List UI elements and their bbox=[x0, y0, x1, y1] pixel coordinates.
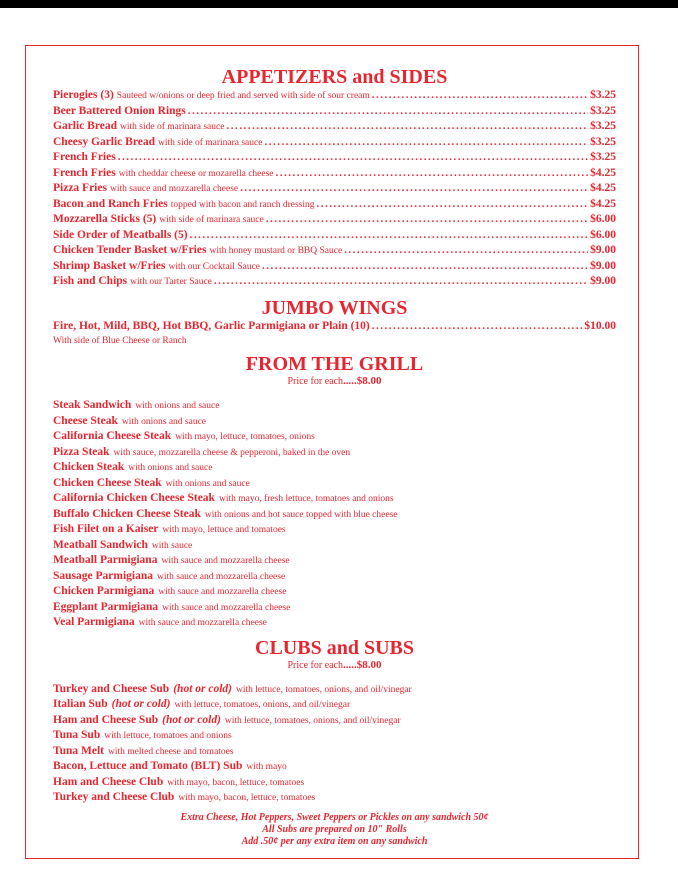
item-price: $3.25 bbox=[590, 120, 616, 132]
menu-item bbox=[53, 135, 616, 151]
menu-item bbox=[53, 598, 616, 614]
wings-item-price: $10.00 bbox=[584, 319, 616, 332]
item-name: Ham and Cheese Sub bbox=[53, 713, 159, 726]
menu-item bbox=[53, 197, 616, 213]
leader-dots bbox=[118, 150, 588, 166]
item-name: Turkey and Cheese Sub bbox=[53, 682, 170, 695]
item-name: Meatball Parmigiana bbox=[53, 554, 158, 566]
item-name: Pizza Fries bbox=[53, 182, 107, 194]
item-price: $6.00 bbox=[590, 213, 616, 225]
item-name: Italian Sub bbox=[53, 698, 108, 710]
menu-item bbox=[53, 427, 616, 443]
item-name: Chicken Tender Basket w/Fries bbox=[53, 244, 207, 256]
leader-dots bbox=[214, 274, 588, 290]
leader-dots bbox=[262, 259, 588, 275]
item-name: Ham and Cheese Club bbox=[53, 775, 164, 788]
grill-title: FROM THE GRILL bbox=[245, 353, 424, 375]
menu-item bbox=[53, 396, 616, 412]
menu-item bbox=[53, 274, 616, 290]
item-description: with side of marinara sauce bbox=[159, 215, 264, 225]
item-price: $9.00 bbox=[590, 244, 616, 256]
item-name: Steak Sandwich bbox=[53, 399, 132, 411]
item-description: with mayo, lettuce and tomatoes bbox=[162, 525, 286, 535]
item-price: $4.25 bbox=[590, 182, 616, 194]
menu-item bbox=[53, 259, 616, 275]
item-price: $4.25 bbox=[590, 166, 616, 179]
item-price: $6.00 bbox=[590, 228, 616, 241]
item-description: with cheddar cheese or mozarella cheese bbox=[118, 168, 274, 179]
menu-footer bbox=[53, 812, 616, 848]
menu-item bbox=[53, 458, 616, 474]
menu-item bbox=[53, 613, 616, 629]
item-name: Chicken Steak bbox=[53, 461, 125, 473]
item-name: French Fries bbox=[53, 166, 116, 179]
item-description: with sauce and mozzarella cheese bbox=[109, 184, 239, 194]
item-description: with mayo bbox=[246, 762, 287, 772]
leader-dots bbox=[264, 135, 588, 151]
item-name: Cheesy Garlic Bread bbox=[53, 135, 155, 148]
item-description: with side of marinara sauce bbox=[158, 137, 263, 148]
item-description: Sauteed w/onions or deep fried and served with side of sour cream bbox=[116, 91, 370, 101]
clubs-price-line bbox=[53, 659, 616, 672]
item-name: Meatball Sandwich bbox=[53, 538, 148, 551]
clubs-price-prefix: Price for each bbox=[287, 659, 344, 671]
item-description: with sauce and mozzarella cheese bbox=[157, 571, 286, 582]
menu-item bbox=[53, 181, 616, 197]
menu-item bbox=[53, 695, 616, 711]
item-description: with sauce and mozzarella cheese bbox=[162, 602, 291, 613]
leader-dots bbox=[276, 166, 589, 182]
item-name: French Fries bbox=[53, 151, 116, 163]
appetizers-title: APPETIZERS and SIDES bbox=[221, 66, 448, 88]
menu-item bbox=[53, 412, 616, 428]
menu-item bbox=[53, 119, 616, 135]
item-price: $9.00 bbox=[590, 275, 616, 287]
footer-line: All Subs are prepared on 10" Rolls bbox=[262, 823, 407, 835]
item-name: Side Order of Meatballs (5) bbox=[53, 228, 188, 241]
item-description: with lettuce, tomatoes, onions, and oil/vinegar bbox=[236, 684, 412, 695]
item-description: with onions and sauce bbox=[128, 463, 213, 473]
menu-item bbox=[53, 742, 616, 758]
menu-item bbox=[53, 443, 616, 459]
item-description: with sauce bbox=[151, 540, 193, 551]
leader-dots bbox=[226, 119, 588, 135]
item-description: with sauce and mozzarella cheese bbox=[138, 618, 267, 628]
leader-dots bbox=[372, 319, 583, 335]
leader-dots bbox=[190, 228, 589, 244]
wings-note: With side of Blue Cheese or Ranch bbox=[53, 336, 187, 346]
item-option: (hot or cold) bbox=[162, 713, 221, 726]
menu-item bbox=[53, 757, 616, 773]
item-description: with onions and hot sauce topped with blue cheese bbox=[204, 509, 398, 520]
item-name: Veal Parmigiana bbox=[53, 616, 135, 628]
item-name: California Cheese Steak bbox=[53, 430, 172, 442]
menu-item bbox=[53, 228, 616, 244]
item-description: with mayo, bacon, lettuce, tomatoes bbox=[178, 793, 316, 803]
menu-item bbox=[53, 788, 616, 804]
item-description: with our Cocktail Sauce bbox=[168, 261, 261, 272]
menu-item bbox=[53, 520, 616, 536]
item-name: Chicken Cheese Steak bbox=[53, 476, 162, 489]
item-description: with honey mustard or BBQ Sauce bbox=[209, 246, 343, 256]
item-description: with side of marinara sauce bbox=[120, 122, 225, 132]
item-description: with mayo, fresh lettuce, tomatoes and onions bbox=[218, 494, 394, 504]
clubs-list bbox=[53, 680, 616, 804]
menu-item bbox=[53, 711, 616, 727]
footer-line: Add .50¢ per any extra item on any sandwich bbox=[241, 835, 428, 847]
item-description: with lettuce, tomatoes, onions, and oil/vinegar bbox=[174, 700, 351, 710]
item-option: (hot or cold) bbox=[173, 682, 232, 695]
item-name: Bacon, Lettuce and Tomato (BLT) Sub bbox=[53, 760, 243, 772]
clubs-title: CLUBS and SUBS bbox=[255, 636, 414, 659]
leader-dots bbox=[344, 243, 588, 259]
menu-item bbox=[53, 489, 616, 505]
item-name: Shrimp Basket w/Fries bbox=[53, 259, 166, 272]
menu-item bbox=[53, 680, 616, 696]
item-name: Mozzarella Sticks (5) bbox=[53, 213, 157, 225]
appetizers-list bbox=[53, 88, 616, 290]
item-name: Chicken Parmigiana bbox=[53, 585, 155, 597]
item-description: with our Tarter Sauce bbox=[130, 277, 212, 287]
clubs-price: .....$8.00 bbox=[343, 658, 382, 671]
item-description: with mayo, lettuce, tomatoes, onions bbox=[175, 432, 315, 442]
footer-line: Extra Cheese, Hot Peppers, Sweet Peppers or Pickles on any sandwich 50¢ bbox=[180, 811, 489, 823]
wings-title: JUMBO WINGS bbox=[261, 296, 408, 319]
item-description: with onions and sauce bbox=[165, 478, 250, 489]
item-price: $3.25 bbox=[590, 89, 616, 101]
item-description: with lettuce, tomatoes and onions bbox=[104, 731, 232, 741]
grill-price-prefix: Price for each bbox=[287, 376, 344, 387]
item-name: Buffalo Chicken Cheese Steak bbox=[53, 507, 201, 520]
item-name: Tuna Sub bbox=[53, 729, 101, 741]
menu-item bbox=[53, 474, 616, 490]
wings-item bbox=[53, 319, 616, 335]
menu-item bbox=[53, 166, 616, 182]
menu-item bbox=[53, 150, 616, 166]
menu-item bbox=[53, 243, 616, 259]
menu-item bbox=[53, 582, 616, 598]
menu-item bbox=[53, 505, 616, 521]
leader-dots bbox=[188, 104, 588, 120]
grill-price-line bbox=[53, 375, 616, 388]
menu-item bbox=[53, 104, 616, 120]
menu-item bbox=[53, 551, 616, 567]
item-name: California Chicken Cheese Steak bbox=[53, 492, 215, 504]
item-name: Bacon and Ranch Fries bbox=[53, 197, 168, 210]
item-description: topped with bacon and ranch dressing bbox=[170, 199, 315, 210]
leader-dots bbox=[266, 212, 588, 228]
item-name: Sausage Parmigiana bbox=[53, 569, 153, 582]
item-price: $9.00 bbox=[590, 259, 616, 272]
item-description: with onions and sauce bbox=[121, 416, 207, 427]
item-name: Fish Filet on a Kaiser bbox=[53, 523, 159, 535]
item-option: (hot or cold) bbox=[111, 698, 171, 710]
grill-price: .....$8.00 bbox=[343, 375, 382, 387]
item-name: Turkey and Cheese Club bbox=[53, 791, 175, 803]
wings-item-name: Fire, Hot, Mild, BBQ, Hot BBQ, Garlic Parmigiana or Plain (10) bbox=[53, 319, 370, 332]
item-name: Eggplant Parmigiana bbox=[53, 600, 159, 613]
item-name: Tuna Melt bbox=[53, 744, 105, 757]
item-name: Garlic Bread bbox=[53, 120, 117, 132]
item-description: with onions and sauce bbox=[135, 401, 220, 411]
leader-dots bbox=[372, 88, 588, 104]
grill-list bbox=[53, 396, 616, 629]
leader-dots bbox=[240, 181, 588, 197]
menu-item bbox=[53, 567, 616, 583]
item-price: $4.25 bbox=[590, 197, 616, 210]
item-price: $3.25 bbox=[590, 151, 616, 163]
menu-content bbox=[53, 66, 616, 848]
item-description: with lettuce, tomatoes, onions, and oil/vinegar bbox=[224, 715, 401, 726]
leader-dots bbox=[316, 197, 588, 213]
item-name: Beer Battered Onion Rings bbox=[53, 104, 186, 117]
menu-item bbox=[53, 212, 616, 228]
item-price: $3.25 bbox=[590, 104, 616, 117]
item-price: $3.25 bbox=[590, 135, 616, 148]
item-description: with sauce and mozzarella cheese bbox=[158, 587, 287, 597]
menu-item bbox=[53, 88, 616, 104]
item-name: Pizza Steak bbox=[53, 445, 110, 458]
item-description: with sauce, mozzarella cheese & pepperoni, baked in the oven bbox=[113, 447, 351, 458]
item-name: Fish and Chips bbox=[53, 275, 128, 287]
menu-item bbox=[53, 773, 616, 789]
top-bar bbox=[0, 0, 678, 8]
item-name: Cheese Steak bbox=[53, 414, 118, 427]
item-description: with mayo, bacon, lettuce, tomatoes bbox=[167, 777, 305, 788]
item-description: with melted cheese and tomatoes bbox=[108, 746, 234, 757]
menu-item bbox=[53, 726, 616, 742]
item-name: Pierogies (3) bbox=[53, 89, 114, 101]
menu-item bbox=[53, 536, 616, 552]
item-description: with sauce and mozzarella cheese bbox=[161, 556, 290, 566]
